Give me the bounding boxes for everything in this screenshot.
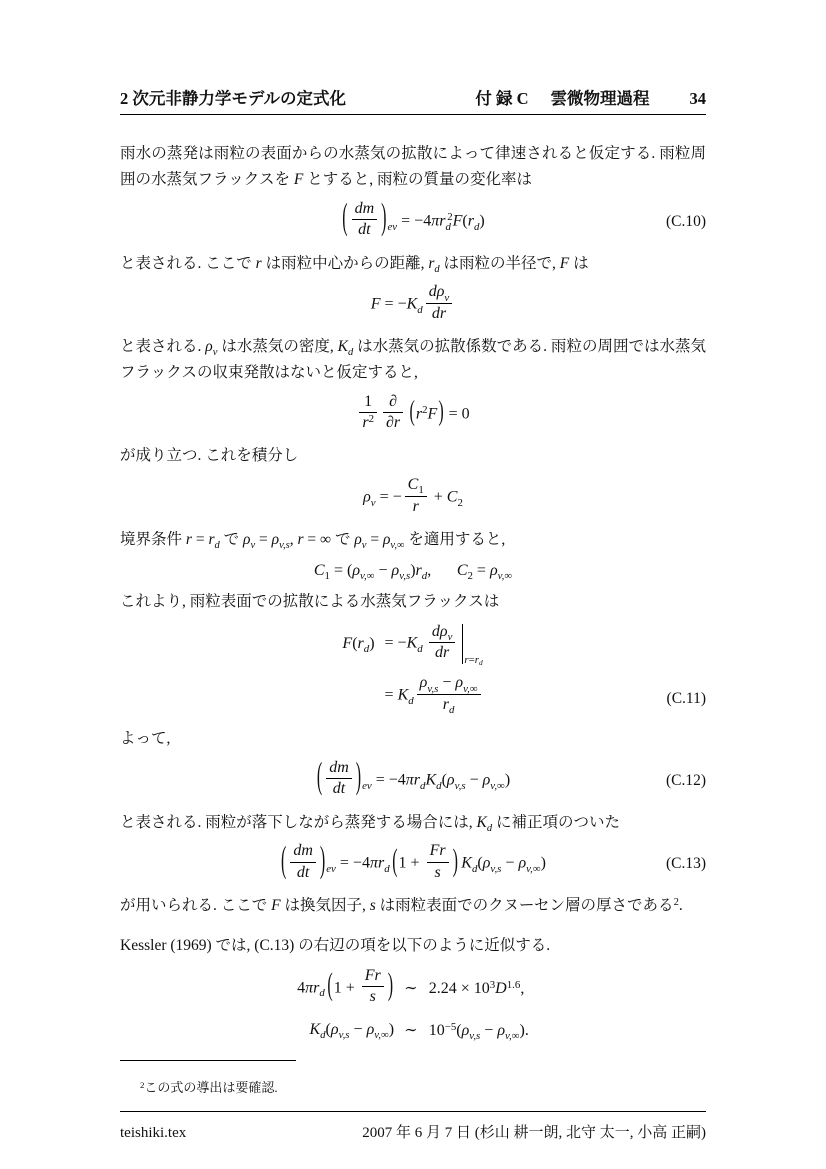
footnote-rule bbox=[120, 1060, 296, 1061]
paragraph-therefore: よって, bbox=[120, 730, 171, 748]
equation-c12-label: (C.12) bbox=[665, 771, 706, 789]
paragraph-flux-intro: と表される. ここで r は雨粒中心からの距離, $r_d$ は雨粒の半径で, F は bbox=[120, 254, 589, 275]
equation-kessler-approx bbox=[120, 966, 706, 1043]
paragraph-boundary-conditions: 境界条件 $r = r_d$ で $\rho_v = \rho_{v,s}$, r = ∞ で $\rho_v = \rho_{v,\infty}$ を適用すると, bbox=[120, 530, 506, 551]
equation-c13-label: (C.13) bbox=[665, 855, 706, 873]
footer-filename: teishiki.tex bbox=[120, 1124, 187, 1141]
footer-date-authors: 2007 年 6 月 7 日 (杉山 耕一朗, 北守 太一, 小高 正嗣) bbox=[362, 1124, 706, 1141]
paragraph-surface-flux: これより, 雨粒表面での拡散による水蒸気フラックスは bbox=[120, 592, 500, 610]
header-right bbox=[475, 88, 706, 109]
page-footer bbox=[120, 1111, 706, 1142]
equation-rho-integral bbox=[120, 478, 706, 518]
equation-c11-row1-right: = $-K_d$ $d\rho_v$ dr $_{r=r_d}$ bbox=[384, 622, 483, 668]
equation-divergence-body: $\frac{1}{r^2}$ ∂ ∂r $(r^2F) = 0$ bbox=[356, 395, 469, 435]
equation-c10 bbox=[120, 198, 706, 242]
equation-kessler-row2-right: ∼ $10^{-5}(\rho_{v,s} - \rho_{v,\infty})$. bbox=[404, 1020, 529, 1043]
equation-divergence bbox=[120, 392, 706, 435]
paragraph-evaporation-intro: 雨水の蒸発は雨粒の表面からの水蒸気の拡散によって律速されると仮定する. 雨粒周囲の水蒸気フラックスを F とすると, 雨粒の質量の変化率は bbox=[120, 145, 706, 189]
equation-constants-body: $C_1 = (\rho_{v,\infty} - \rho_{v,s})r_d$, $C_2 = \rho_{v,\infty}$ bbox=[313, 561, 513, 582]
footnote-text: $^2$この式の導出は要確認. bbox=[140, 1079, 278, 1096]
equation-flux-definition-body: $F = -K_d$ $d\rho_v$ dr bbox=[371, 285, 455, 325]
running-header bbox=[120, 88, 706, 109]
paragraph-diffusion-assumption: と表される. $\rho_v$ は水蒸気の密度, $K_d$ は水蒸気の拡散係数である. 雨粒の周囲では水蒸気フラックスの収束発散はないと仮定すると, bbox=[120, 338, 706, 381]
equation-c11-row2-right: = $K_d$ $\frac{\rho_{v,s} - \rho_{v,\infty}}{r_d}$ bbox=[385, 676, 484, 716]
equation-c12-body: ( $\frac{dm}{dt}$ )$_{ev} = -4\pi r_dK_d(\rho_{v,s} - \rho_{v,\infty})$ bbox=[316, 757, 511, 798]
equation-c11-label: (C.11) bbox=[666, 689, 706, 707]
equation-c13 bbox=[120, 841, 706, 884]
equation-c13-body: ( $\frac{dm}{dt}$ )$_{ev} = -4\pi r_d$ (1 + $\frac{Fr}{s}$ ) $K_d(\rho_{v,s} - \rho_{v,\infty})$ bbox=[281, 841, 546, 881]
equation-c11-row1-left: $F(r_d)$ bbox=[342, 635, 375, 656]
equation-c12 bbox=[120, 757, 706, 801]
equation-c11 bbox=[120, 624, 706, 716]
paragraph-integrate: が成り立つ. これを積分し bbox=[120, 447, 299, 465]
page-number: 34 bbox=[689, 89, 706, 108]
equation-c10-label: (C.10) bbox=[665, 212, 706, 230]
paragraph-kessler: Kessler (1969) では, (C.13) の右辺の項を以下のように近似する. bbox=[120, 936, 551, 954]
header-rule bbox=[120, 114, 706, 115]
equation-constants bbox=[120, 562, 706, 580]
equation-rho-integral-body: $\rho_v$ = − $\frac{C_1}{r}$ + $C_2$ bbox=[363, 476, 463, 515]
equation-kessler-row1-right: ∼ $2.24 \times 10^3D^{1.6}$, bbox=[404, 978, 525, 998]
header-chapter-title: 雲微物理過程 bbox=[550, 89, 650, 108]
equation-flux-definition bbox=[120, 285, 706, 325]
footer-rule bbox=[120, 1111, 706, 1112]
equation-kessler-row1-left: $4\pi r_d$ (1 + $\frac{Fr}{s}$ ) bbox=[297, 966, 394, 1006]
header-section-title: 2 次元非静力学モデルの定式化 bbox=[120, 89, 347, 108]
paragraph-ventilation-factor: が用いられる. ここで F は換気因子, s は雨粒表面でのクヌーセン層の厚さである$^2$. bbox=[120, 896, 683, 915]
header-appendix-label: 付 録 C bbox=[475, 89, 529, 108]
equation-kessler-row2-left: $K_d(\rho_{v,s} - \rho_{v,\infty})$ bbox=[309, 1021, 395, 1042]
paragraph-falling-drop: と表される. 雨粒が落下しながら蒸発する場合には, $K_d$ に補正項のついた bbox=[120, 813, 621, 834]
equation-c10-body: ( $\frac{dm}{dt}$ )$_{ev} = -4\pi r_d^2F(r_d)$ bbox=[342, 198, 485, 239]
